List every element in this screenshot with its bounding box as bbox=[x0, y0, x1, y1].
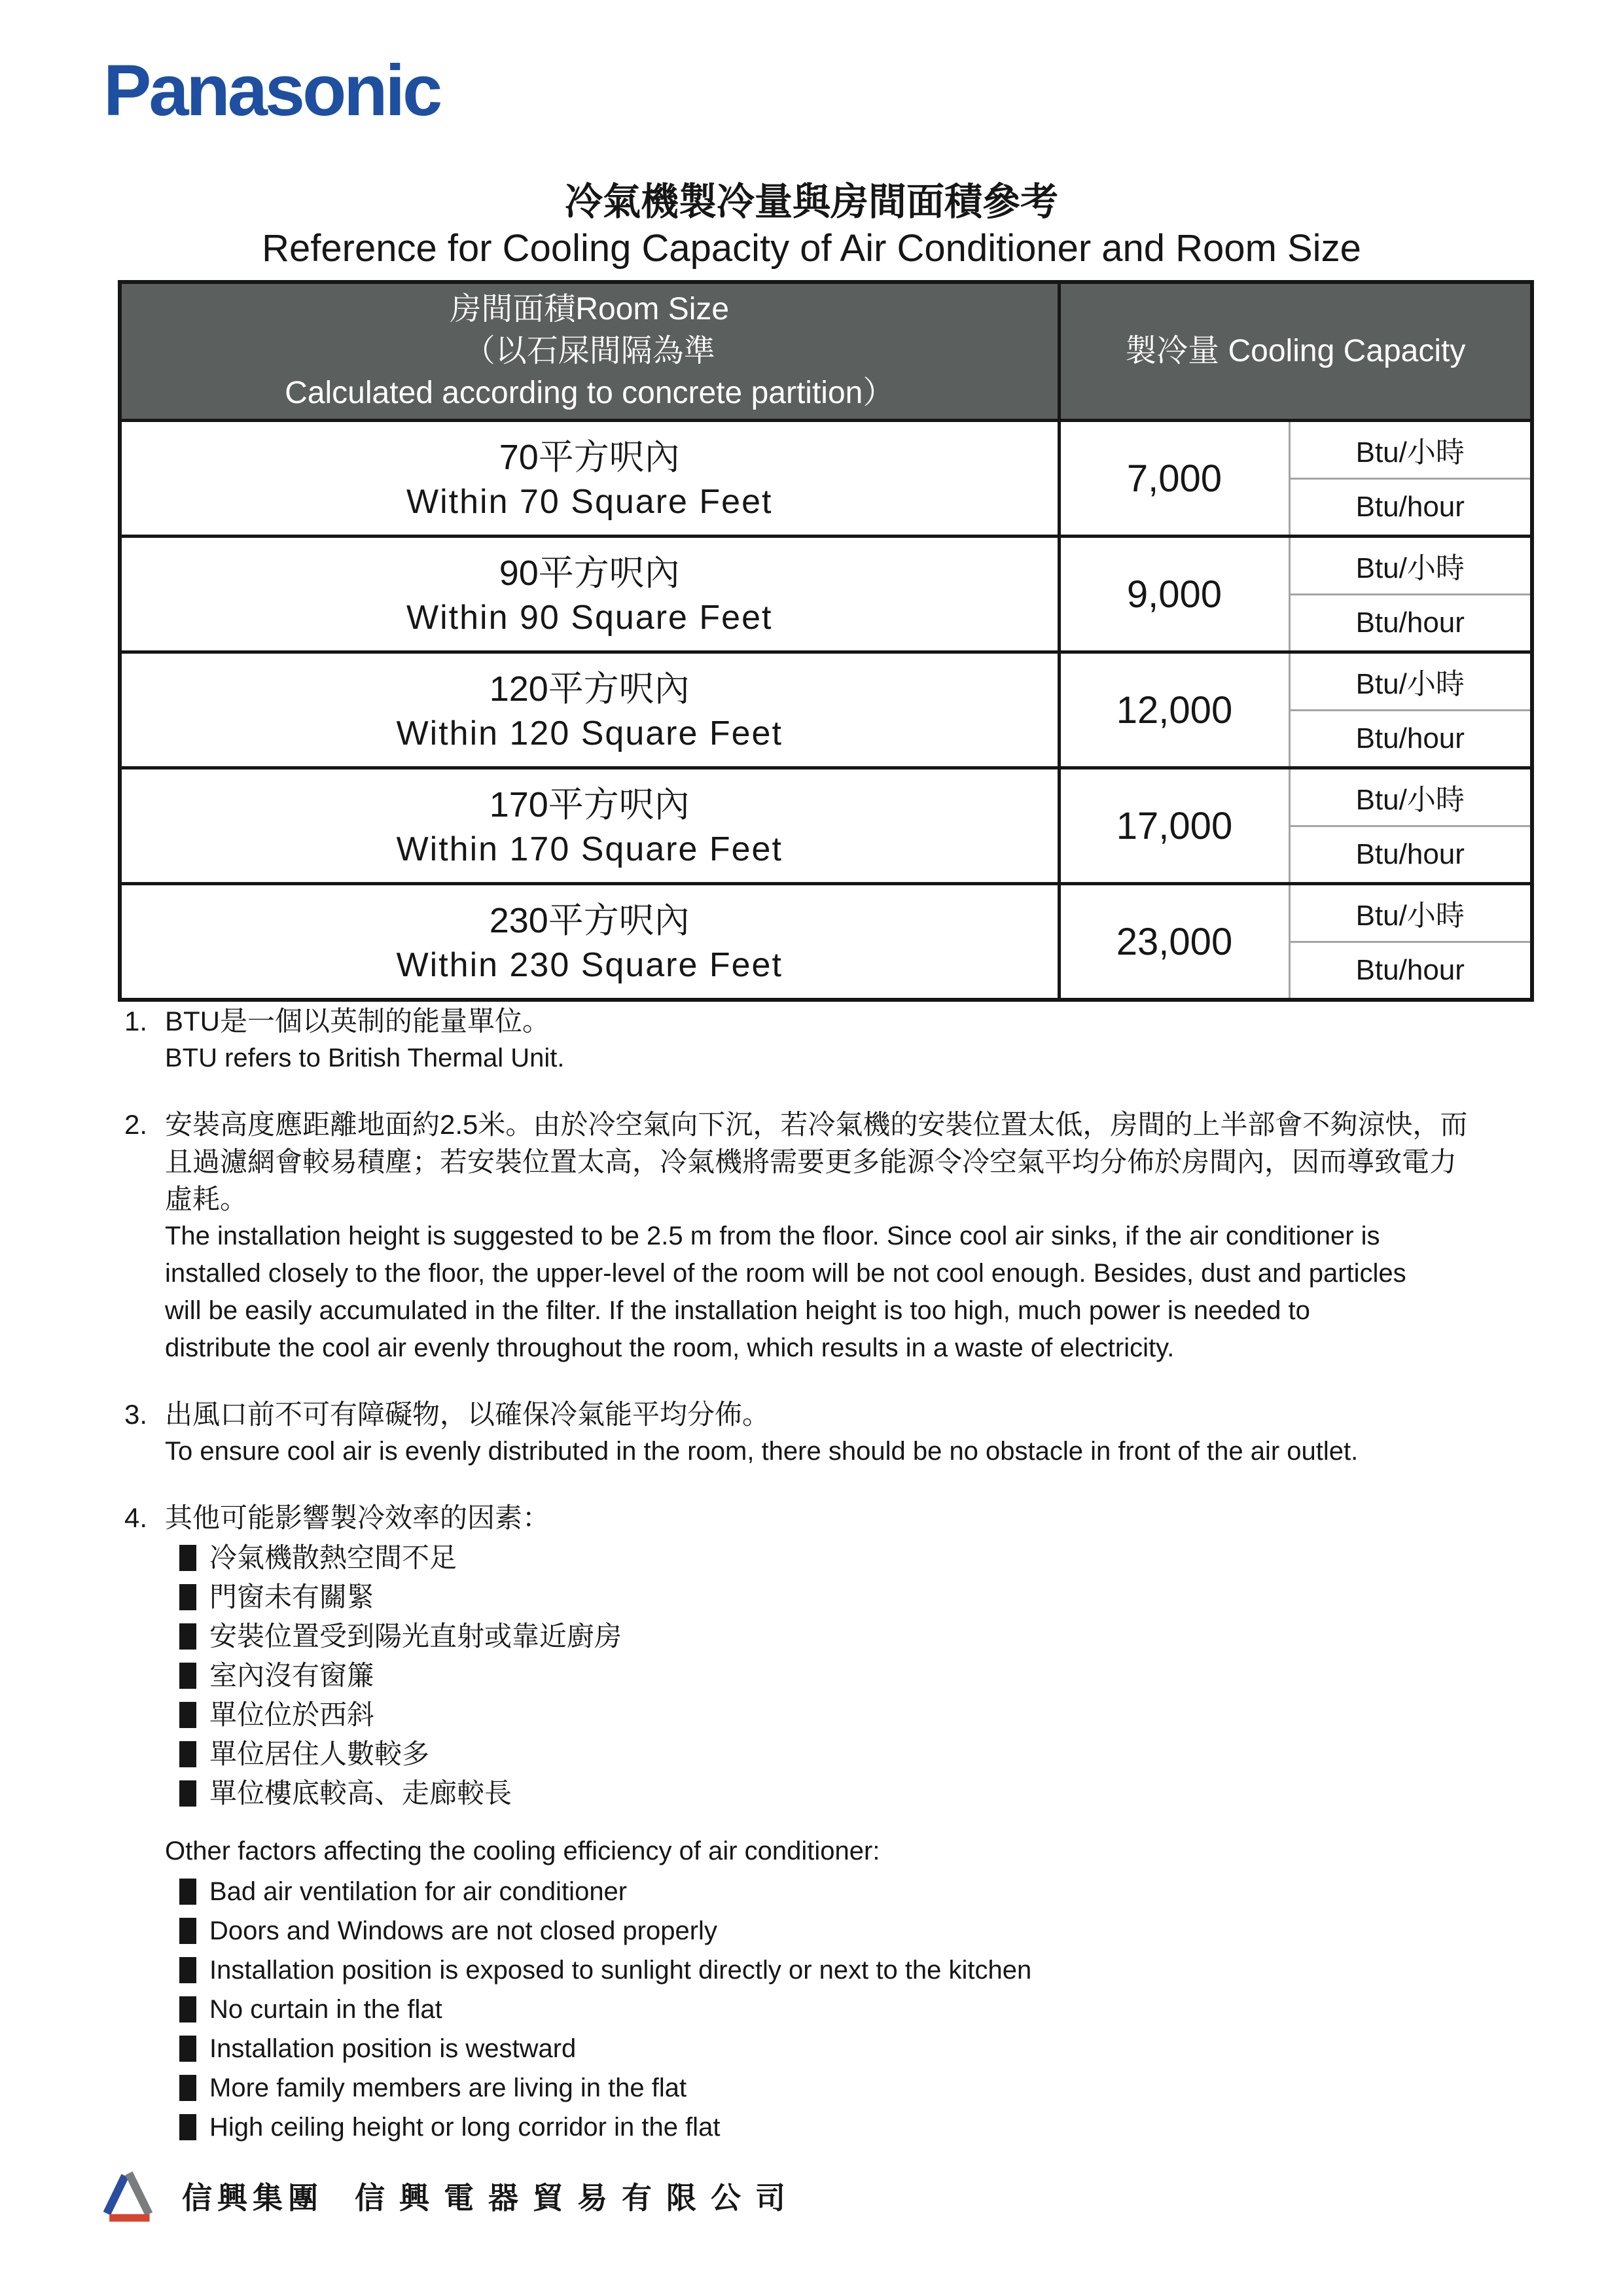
table-row bbox=[120, 768, 1532, 884]
header-room-line2: （以石屎間隔為準 bbox=[463, 334, 715, 368]
note-body bbox=[165, 1106, 1548, 1367]
capacity-unit-cell bbox=[1289, 652, 1532, 768]
unit-btu-hour-en: Btu/hour bbox=[1355, 953, 1465, 986]
note-number: 2. bbox=[124, 1109, 148, 1140]
list-item-text: 單位居住人數較多 bbox=[209, 1739, 430, 1769]
note-text-en: installed closely to the floor, the upper-level of the room will be not cool enough. Besides, dust and particles bbox=[165, 1259, 1406, 1288]
square-bullet-icon bbox=[179, 1996, 196, 2022]
list-item bbox=[179, 2068, 1548, 2108]
list-item-text: 門窗未有關緊 bbox=[209, 1581, 375, 1612]
note-text-zh: 且過濾網會較易積塵；若安裝位置太高，冷氣機將需要更多能源令冷空氣平均分佈於房間內，因而導致電力 bbox=[165, 1146, 1457, 1177]
square-bullet-icon bbox=[179, 1584, 196, 1610]
square-bullet-icon bbox=[179, 1741, 196, 1767]
note-text-en: will be easily accumulated in the filter. If the installation height is too high, much power is needed to bbox=[165, 1296, 1310, 1325]
unit-btu-hour-zh: Btu/小時 bbox=[1291, 769, 1531, 827]
note-1 bbox=[124, 1002, 1548, 1077]
notes-section bbox=[124, 1002, 1548, 2176]
unit-btu-hour-zh: Btu/小時 bbox=[1291, 538, 1531, 595]
capacity-value: 7,000 bbox=[1059, 421, 1289, 537]
unit-btu-hour-zh: Btu/小時 bbox=[1291, 885, 1531, 943]
list-item bbox=[179, 1578, 1548, 1617]
square-bullet-icon bbox=[179, 1957, 196, 1983]
list-item-text: 安裝位置受到陽光直射或靠近廚房 bbox=[209, 1621, 622, 1651]
header-room-size bbox=[120, 282, 1059, 421]
unit-btu-hour-en: Btu/hour bbox=[1355, 606, 1465, 639]
room-size-en: Within 170 Square Feet bbox=[396, 830, 783, 868]
page-title-zh: 冷氣機製冷量與房間面積參考 bbox=[564, 181, 1058, 223]
room-size-en: Within 120 Square Feet bbox=[396, 715, 783, 752]
table-row bbox=[120, 537, 1532, 652]
capacity-value: 12,000 bbox=[1059, 652, 1289, 768]
header-cooling-capacity: 製冷量 Cooling Capacity bbox=[1059, 282, 1532, 421]
list-item-text: Doors and Windows are not closed properly bbox=[209, 1916, 717, 1945]
room-size-en: Within 70 Square Feet bbox=[406, 483, 773, 521]
capacity-value: 17,000 bbox=[1059, 768, 1289, 884]
note-text-zh: 安裝高度應距離地面約2.5米。由於冷空氣向下沉，若冷氣機的安裝位置太低，房間的上半部會不夠涼快，而 bbox=[165, 1109, 1468, 1140]
capacity-value: 9,000 bbox=[1059, 537, 1289, 652]
square-bullet-icon bbox=[179, 2114, 196, 2140]
square-bullet-icon bbox=[179, 1663, 196, 1689]
note-4 bbox=[124, 1499, 1548, 2147]
square-bullet-icon bbox=[179, 2075, 196, 2101]
room-size-cell bbox=[120, 421, 1059, 537]
list-item-text: 單位樓底較高、走廊較長 bbox=[209, 1778, 512, 1809]
square-bullet-icon bbox=[179, 1623, 196, 1650]
capacity-table bbox=[118, 280, 1534, 1002]
list-item bbox=[179, 1656, 1548, 1695]
capacity-value: 23,000 bbox=[1059, 884, 1289, 1000]
note-body bbox=[165, 1499, 1548, 2147]
note-2 bbox=[124, 1106, 1548, 1367]
list-item bbox=[179, 1911, 1548, 1951]
note-text-zh: 出風口前不可有障礙物，以確保冷氣能平均分佈。 bbox=[165, 1399, 770, 1430]
panasonic-logo: Panasonic bbox=[103, 50, 440, 131]
square-bullet-icon bbox=[179, 1702, 196, 1728]
room-size-zh: 70平方呎內 bbox=[499, 438, 680, 477]
room-size-zh: 90平方呎內 bbox=[499, 554, 680, 593]
note-body bbox=[165, 1002, 1548, 1077]
list-item bbox=[179, 1538, 1548, 1578]
square-bullet-icon bbox=[179, 2036, 196, 2062]
list-item bbox=[179, 1990, 1548, 2029]
list-item bbox=[179, 2029, 1548, 2068]
room-size-cell bbox=[120, 652, 1059, 768]
table-row bbox=[120, 421, 1532, 537]
list-item-text: 室內沒有窗簾 bbox=[209, 1660, 375, 1691]
list-item-text: Bad air ventilation for air conditioner bbox=[209, 1877, 628, 1906]
capacity-unit-cell bbox=[1289, 768, 1532, 884]
factors-list-zh bbox=[179, 1538, 1548, 1813]
list-item bbox=[179, 2108, 1548, 2147]
note-text-en: To ensure cool air is evenly distributed in the room, there should be no obstacle in front of the air outlet. bbox=[165, 1437, 1359, 1466]
list-item-text: 冷氣機散熱空間不足 bbox=[209, 1542, 457, 1573]
room-size-en: Within 90 Square Feet bbox=[406, 599, 773, 637]
table-row bbox=[120, 884, 1532, 1000]
note-number: 3. bbox=[124, 1399, 148, 1430]
unit-btu-hour-en: Btu/hour bbox=[1355, 722, 1465, 754]
list-item bbox=[179, 1951, 1548, 1990]
unit-btu-hour-en: Btu/hour bbox=[1355, 838, 1465, 870]
note-text-zh: 虛耗。 bbox=[165, 1184, 248, 1214]
factors-list-en bbox=[179, 1872, 1548, 2147]
list-item-text: 單位位於西斜 bbox=[209, 1699, 375, 1730]
list-item-text: Installation position is westward bbox=[209, 2034, 577, 2063]
title-block bbox=[0, 181, 1623, 270]
list-item bbox=[179, 1774, 1548, 1813]
page-title-en: Reference for Cooling Capacity of Air Conditioner and Room Size bbox=[262, 227, 1361, 270]
square-bullet-icon bbox=[179, 1918, 196, 1944]
capacity-unit-cell bbox=[1289, 421, 1532, 537]
room-size-zh: 170平方呎內 bbox=[489, 785, 690, 824]
note-number: 1. bbox=[124, 1006, 148, 1036]
unit-btu-hour-en: Btu/hour bbox=[1355, 490, 1465, 523]
note-intro-zh: 其他可能影響製冷效率的因素： bbox=[165, 1502, 550, 1533]
room-size-cell bbox=[120, 768, 1059, 884]
note-body bbox=[165, 1396, 1548, 1470]
note-number: 4. bbox=[124, 1502, 148, 1533]
list-item-text: No curtain in the flat bbox=[209, 1995, 442, 2024]
note-text-en: The installation height is suggested to be 2.5 m from the floor. Since cool air sinks, if the air conditioner is bbox=[165, 1222, 1380, 1250]
capacity-unit-cell bbox=[1289, 884, 1532, 1000]
note-text-en: BTU refers to British Thermal Unit. bbox=[165, 1044, 565, 1072]
unit-btu-hour-zh: Btu/小時 bbox=[1291, 654, 1531, 711]
room-size-zh: 120平方呎內 bbox=[489, 669, 690, 709]
list-item bbox=[179, 1695, 1548, 1735]
room-size-zh: 230平方呎內 bbox=[489, 901, 690, 940]
list-item bbox=[179, 1617, 1548, 1656]
list-item bbox=[179, 1872, 1548, 1911]
note-text-en: distribute the cool air evenly throughout the room, which results in a waste of electricity. bbox=[165, 1333, 1175, 1362]
square-bullet-icon bbox=[179, 1545, 196, 1571]
list-item bbox=[179, 1735, 1548, 1774]
capacity-unit-cell bbox=[1289, 537, 1532, 652]
header-room-line1: 房間面積Room Size bbox=[450, 292, 730, 327]
square-bullet-icon bbox=[179, 1780, 196, 1807]
footer bbox=[96, 2164, 800, 2227]
room-size-cell bbox=[120, 537, 1059, 652]
square-bullet-icon bbox=[179, 1879, 196, 1905]
table-row bbox=[120, 652, 1532, 768]
room-size-cell bbox=[120, 884, 1059, 1000]
list-item-text: High ceiling height or long corridor in the flat bbox=[209, 2113, 721, 2142]
footer-company-text bbox=[182, 2174, 800, 2217]
note-text-zh: BTU是一個以英制的能量單位。 bbox=[165, 1006, 550, 1036]
room-size-en: Within 230 Square Feet bbox=[396, 946, 783, 984]
footer-company-name: 信興電器貿易有限公司 bbox=[355, 2181, 800, 2215]
table-header-row bbox=[120, 282, 1532, 421]
unit-btu-hour-zh: Btu/小時 bbox=[1291, 422, 1531, 480]
header-room-line3: Calculated according to concrete partition） bbox=[285, 376, 895, 410]
note-3 bbox=[124, 1396, 1548, 1470]
shun-hing-logo-icon bbox=[96, 2164, 158, 2227]
footer-group-name: 信興集團 bbox=[182, 2181, 323, 2215]
list-item-text: More family members are living in the flat bbox=[209, 2074, 687, 2102]
list-item-text: Installation position is exposed to sunlight directly or next to the kitchen bbox=[209, 1956, 1032, 1985]
note-intro-en: Other factors affecting the cooling efficiency of air conditioner: bbox=[165, 1837, 880, 1865]
